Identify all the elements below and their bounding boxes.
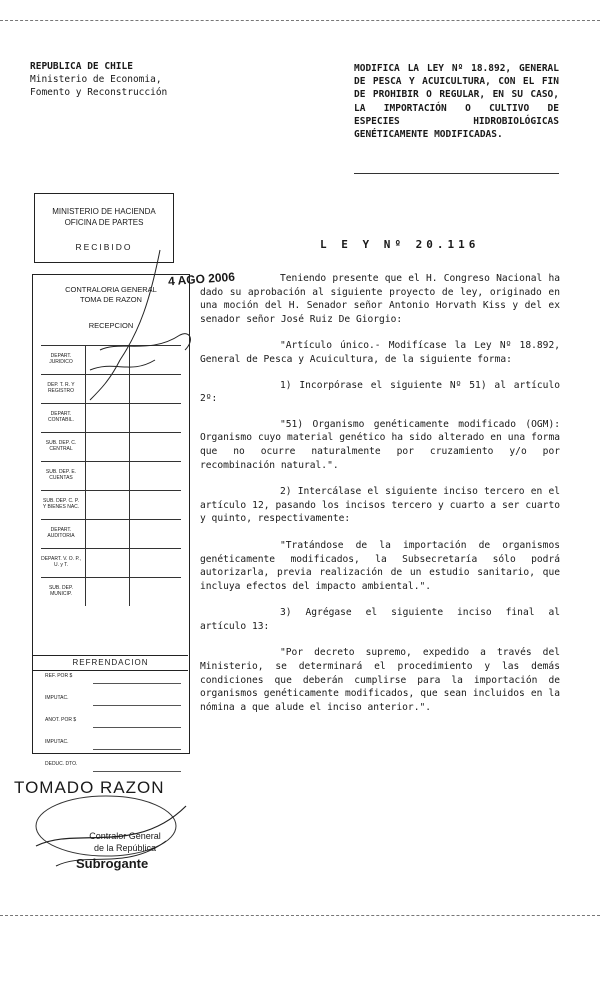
contraloria-line-1: CONTRALORIA GENERAL — [65, 285, 157, 294]
law-paragraph-7: "Por decreto supremo, expedido a través del Ministerio, se determinará el procedimiento y las demás condiciones que deberán cumplirse para la importación de organismos genéticamente modificados, que sean incluidos en la nómina a que alude el inciso anterior.". — [200, 647, 560, 713]
law-paragraph-1: "Artículo único.- Modifícase la Ley Nº 18.892, General de Pesca y Acuicultura, de la siguiente forma: — [200, 340, 560, 365]
subrogante-label: Subrogante — [76, 856, 149, 871]
scan-edge-bottom — [0, 915, 600, 916]
refrendacion-grid — [45, 673, 181, 783]
routing-row-label: DEPART. CONTABIL. — [47, 411, 75, 423]
ref-row-label: IMPUTAC. — [45, 695, 69, 701]
republic-label: REPUBLICA DE CHILE — [30, 61, 133, 72]
contraloria-line-2: TOMA DE RAZON — [80, 295, 142, 304]
summary-rule — [354, 173, 559, 174]
ref-row-label: DEDUC. DTO. — [45, 761, 78, 767]
routing-row-label: SUB. DEP. C. P. Y BIENES NAC. — [42, 498, 80, 510]
routing-row-label: DEPART. JURIDICO — [49, 353, 73, 365]
law-paragraph-5: "Tratándose de la importación de organismos genéticamente modificados, la Subsecretaría sólo podrá autorizarla, previa realización de un estudio sanitario, que incluya efectos del impacto ambiental.". — [200, 539, 560, 592]
ministry-line-1: Ministerio de Economia, — [30, 74, 162, 85]
recibido-label: RECIBIDO — [75, 242, 133, 252]
law-body — [200, 272, 560, 714]
contralor-line-1: Contralor General — [89, 831, 161, 841]
law-intro: Teniendo presente que el H. Congreso Nacional ha dado su aprobación al siguiente proyecto de ley, originado en una moción del H. Senador señor Antonio Horvath Kiss y del ex senador señor José Ruiz De Giorgio: — [200, 273, 560, 325]
issuer-block — [30, 60, 167, 99]
routing-row-label: SUB. DEP. MUNICIP. — [48, 585, 74, 597]
law-paragraph-4: 2) Intercálase el siguiente inciso tercero en el artículo 12, pasando los incisos tercero y cuarto a ser cuarto y quinto, respectivamente: — [200, 486, 560, 525]
scan-edge-top — [0, 20, 600, 21]
routing-row-label: DEPART. V. O. P., U. y T. — [41, 556, 81, 568]
tomado-razon-label: TOMADO RAZON — [14, 778, 165, 797]
routing-row-label: SUB. DEP. C. CENTRAL — [45, 440, 77, 452]
contralor-block — [60, 830, 190, 854]
date-stamp: 4 AGO 2006 — [167, 269, 236, 289]
hacienda-line-1: MINISTERIO DE HACIENDA — [52, 207, 156, 216]
law-title: L E Y Nº 20.116 — [320, 238, 480, 251]
hacienda-line-2: OFICINA DE PARTES — [64, 218, 144, 227]
law-summary: MODIFICA LA LEY Nº 18.892, GENERAL DE PESCA Y ACUICULTURA, CON EL FIN DE PROHIBIR O REGULAR, EN SU CASO, LA IMPORTACIÓN O CULTIVO DE ESPECIES HIDROBIOLÓGICAS GENÉTICAMENTE MODIFICADAS. — [354, 63, 559, 141]
law-paragraph-2: 1) Incorpórase el siguiente Nº 51) al artículo 2º: — [200, 379, 560, 405]
routing-row-label: DEPART. AUDITORIA — [47, 527, 75, 539]
law-paragraph-6: 3) Agrégase el siguiente inciso final al artículo 13: — [200, 607, 560, 632]
ref-row-label: IMPUTAC. — [45, 739, 69, 745]
recepcion-label: RECEPCION — [88, 321, 134, 330]
law-paragraph-3: "51) Organismo genéticamente modificado (OGM): Organismo cuyo material genético ha sido alterado en una forma que no ocurre naturalmente por cruzamiento y/o por recombinación natural.". — [200, 418, 560, 471]
ref-row-label: ANOT. POR $ — [45, 717, 77, 723]
routing-row-label: DEP. T. R. Y REGISTRO — [47, 382, 75, 394]
refrendacion-bar: REFRENDACION — [33, 655, 188, 671]
ministry-line-2: Fomento y Reconstrucción — [30, 87, 168, 98]
routing-row-label: SUB. DEP. E. CUENTAS — [45, 469, 77, 481]
contralor-line-2: de la República — [93, 843, 157, 853]
signature-scribble — [60, 240, 200, 410]
ref-row-label: REF. POR $ — [45, 673, 73, 679]
